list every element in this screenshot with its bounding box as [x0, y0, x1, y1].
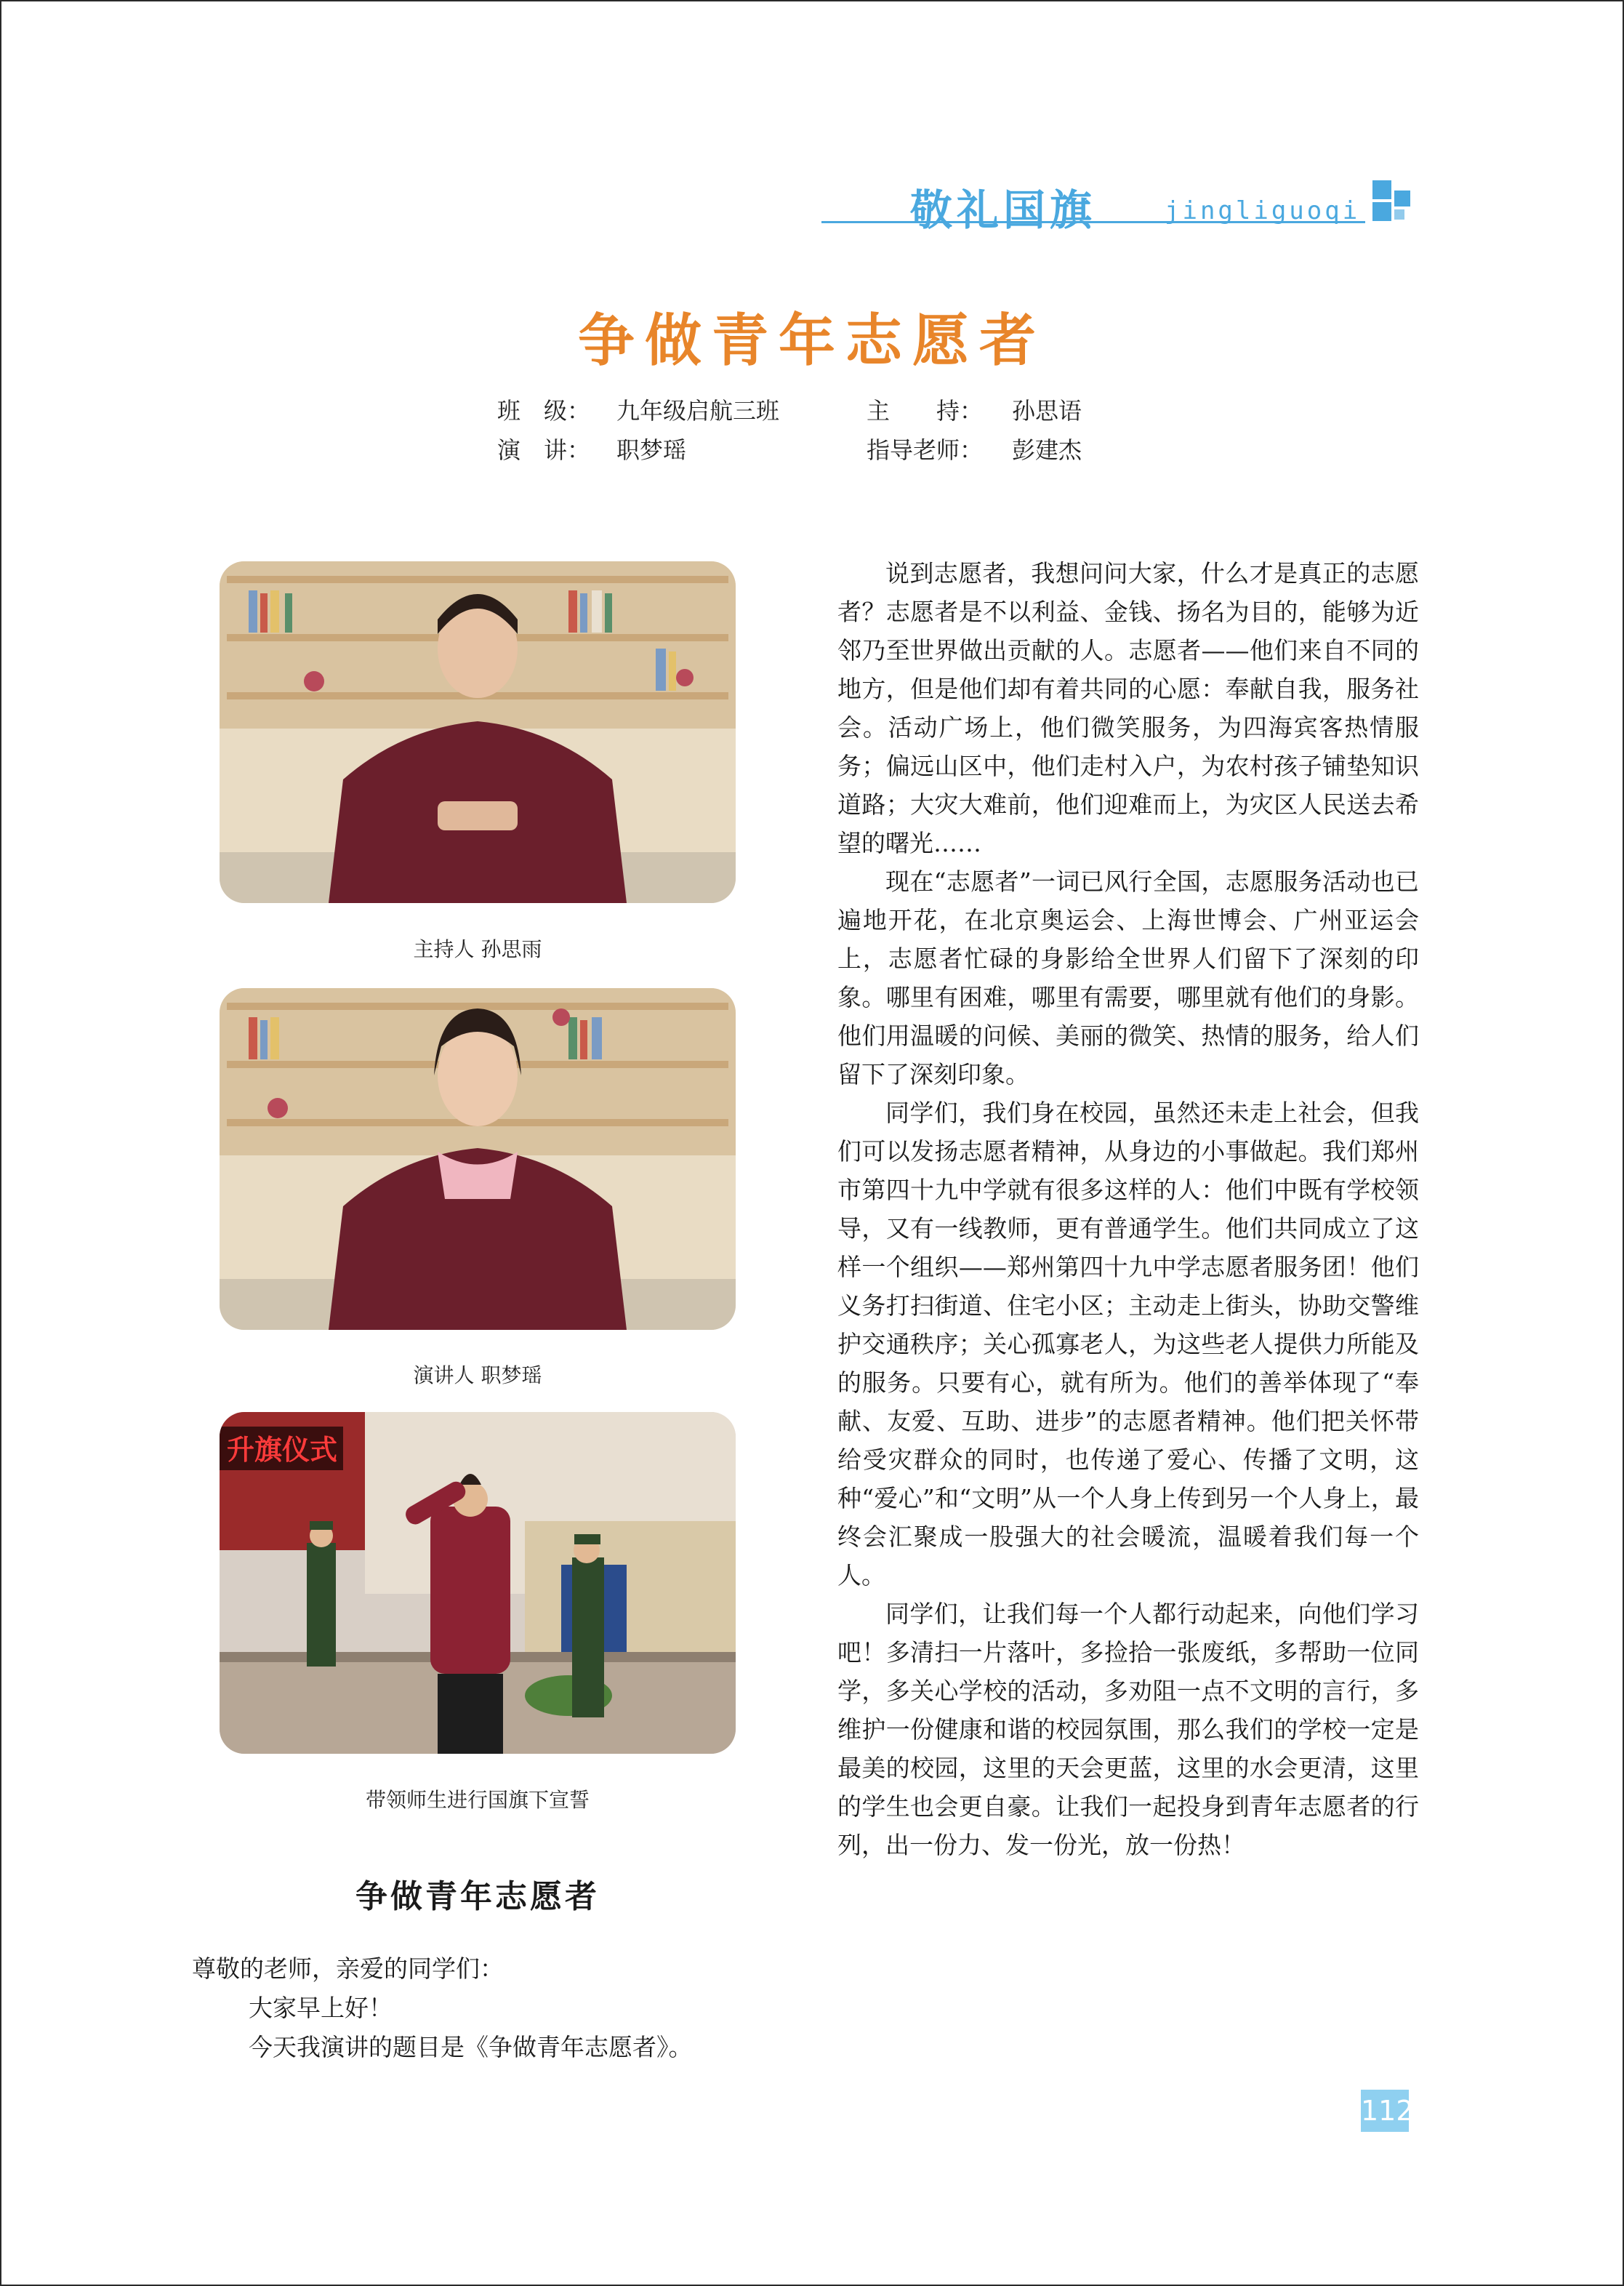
speaker-photo-caption: 演讲人 职梦瑶	[413, 1363, 542, 1387]
class-label: 班 级：	[497, 397, 591, 425]
body-paragraph: 同学们，我们身在校园，虽然还未走上社会，但我们可以发扬志愿者精神，从身边的小事做起。我们郑州市第四十九中学就有很多这样的人：他们中既有学校领导，又有一线教师，更有普通学生。他们共同成立了这样一个组织——郑州第四十九中学志愿者服务团！他们义务打扫街道、住宅小区；主动走上街头，协助交警维护交通秩序；关心孤寡老人，为这些老人提供力所能及的服务。只要有心，就有所为。他们的善举体现了“奉献、友爱、互助、进步”的志愿者精神。他们把关怀带给受灾群众的同时，也传递了爱心、传播了文明，这种“爱心”和“文明”从一个人身上传到另一个人身上，最终会汇聚成一股强大的社会暖流，温暖着我们每一个人。	[837, 1099, 1419, 1589]
body-paragraph: 说到志愿者，我想问问大家，什么才是真正的志愿者？志愿者是不以利益、金钱、扬名为目的，能够为近邻乃至世界做出贡献的人。志愿者——他们来自不同的地方，但是他们却有着共同的心愿：奉献自我，服务社会。活动广场上，他们微笑服务，为四海宾客热情服务；偏远山区中，他们走村入户，为农村孩子铺垫知识道路；大灾大难前，他们迎难而上，为灾区人民送去希望的曙光……	[837, 559, 1419, 857]
speech-topic: 今天我演讲的题目是《争做青年志愿者》。	[249, 2033, 693, 2061]
section-pinyin: jingliguoqi	[1165, 196, 1361, 225]
host-photo-caption: 主持人 孙思雨	[413, 937, 542, 961]
cross-decoration-icon	[1372, 180, 1413, 227]
class-value: 九年级启航三班	[616, 397, 780, 425]
body-paragraph: 现在“志愿者”一词已风行全国，志愿服务活动也已遍地开花，在北京奥运会、上海世博会、广州亚运会上，志愿者忙碌的身影给全世界人们留下了深刻的印象。哪里有困难，哪里有需要，哪里就有他们的身影。他们用温暖的问候、美丽的微笑、热情的服务，给人们留下了深刻印象。	[837, 867, 1419, 1088]
flag-ceremony-photo	[220, 1412, 736, 1754]
host-label: 主 持：	[867, 397, 984, 425]
speech-opening: 大家早上好！	[249, 1994, 393, 2022]
speaker-label: 演 讲：	[497, 436, 591, 464]
host-photo	[220, 561, 736, 903]
host-value: 孙思语	[1012, 397, 1082, 425]
advisor-label: 指导老师：	[867, 436, 984, 464]
body-paragraph: 同学们，让我们每一个人都行动起来，向他们学习吧！多清扫一片落叶，多捡拾一张废纸，多帮助一位同学，多关心学校的活动，多劝阻一点不文明的言行，多维护一份健康和谐的校园氛围，那么我们的学校一定是最美的校园，这里的天会更蓝，这里的水会更清，这里的学生也会更自豪。让我们一起投身到青年志愿者的行列，出一份力、发一份光，放一份热！	[837, 1600, 1419, 1859]
speech-subtitle: 争做青年志愿者	[355, 1878, 600, 1915]
section-title: 敬礼国旗	[910, 185, 1097, 235]
advisor-value: 彭建杰	[1012, 436, 1082, 464]
speech-body	[837, 554, 1419, 1864]
ceremony-sign-text: 升旗仪式	[227, 1434, 338, 1466]
speaker-photo	[220, 988, 736, 1330]
article-title: 争做青年志愿者	[577, 308, 1046, 374]
page-number: 112	[1361, 2090, 1409, 2132]
speaker-value: 职梦瑶	[616, 436, 687, 464]
ceremony-photo-caption: 带领师生进行国旗下宣誓	[365, 1788, 590, 1812]
speech-greeting: 尊敬的老师，亲爱的同学们：	[192, 1954, 504, 1983]
